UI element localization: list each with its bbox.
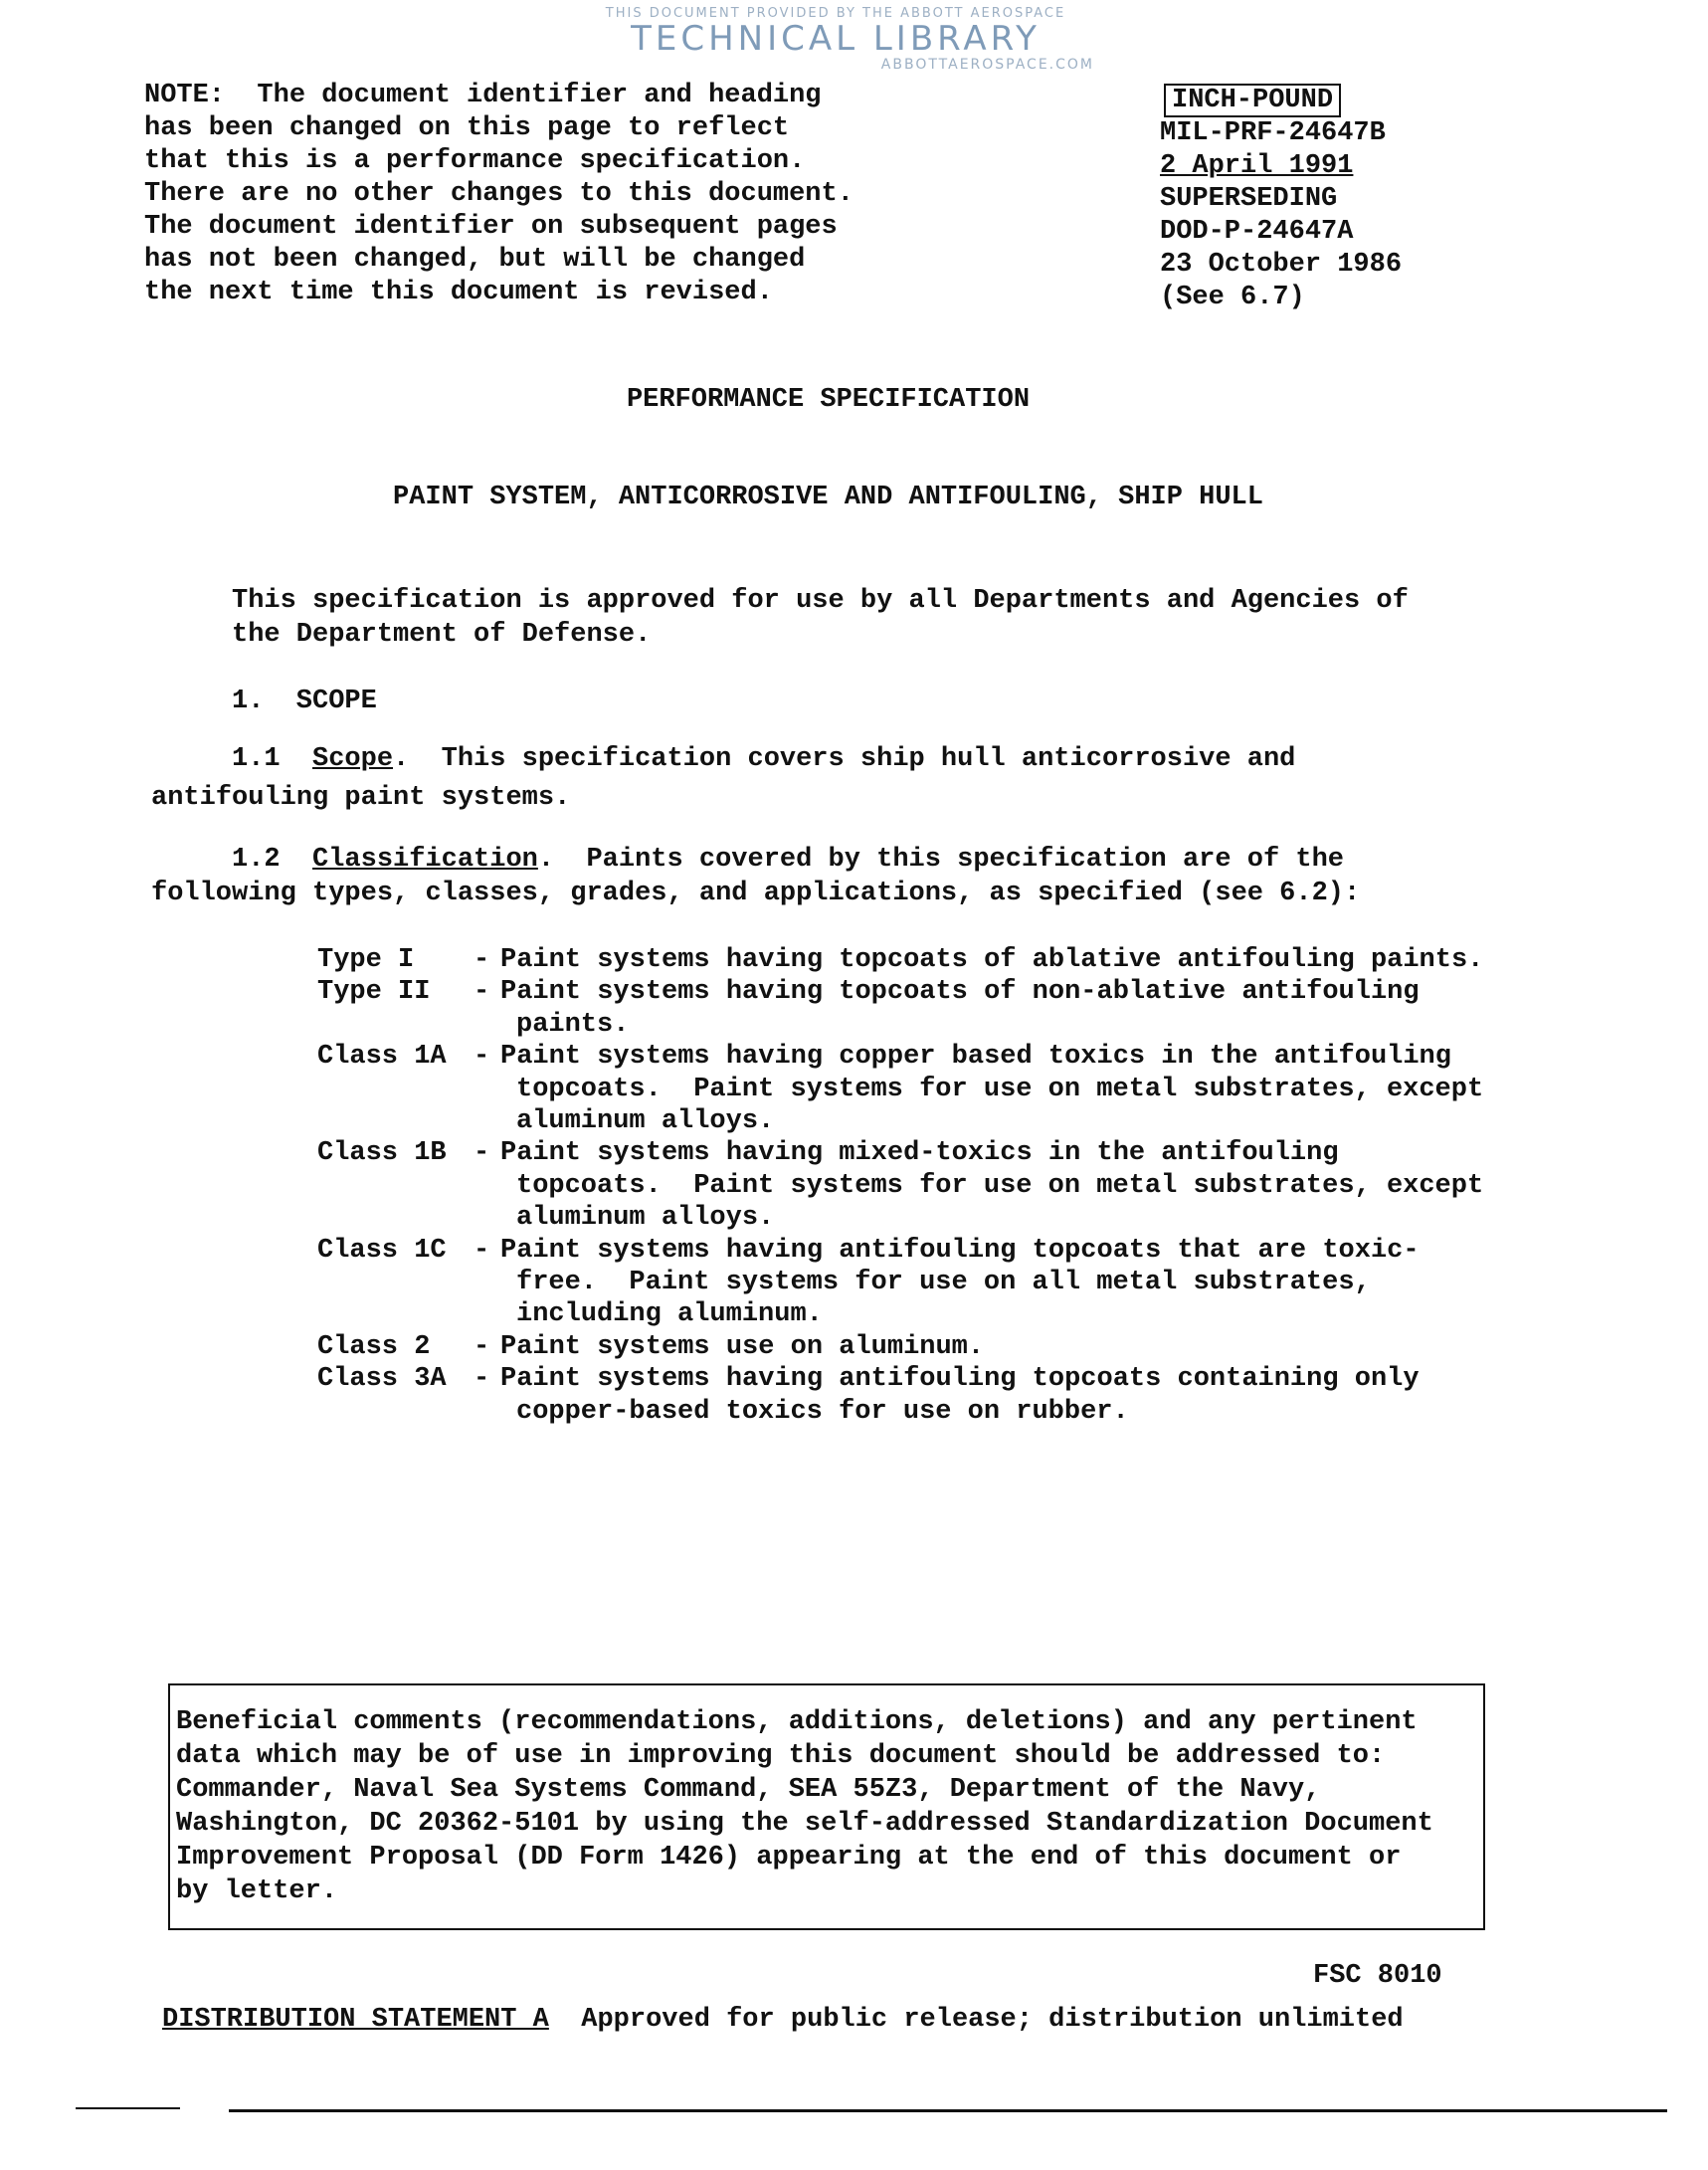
class-description: Paint systems having copper based toxics in the antifouling bbox=[500, 1042, 1451, 1073]
class-description: Paint systems having mixed-toxics in the antifouling bbox=[500, 1138, 1339, 1169]
class-description: copper-based toxics for use on rubber. bbox=[516, 1396, 1129, 1427]
approval-line-1: This specification is approved for use by all Departments and Agencies of bbox=[232, 586, 1409, 616]
class-description: topcoats. Paint systems for use on metal substrates, except bbox=[516, 1074, 1484, 1104]
superseding-label: SUPERSEDING bbox=[1160, 184, 1338, 214]
class-dash: - bbox=[474, 1042, 490, 1073]
class-dash: - bbox=[474, 945, 490, 975]
old-doc-date: 23 October 1986 bbox=[1160, 250, 1403, 280]
class-label: Class 2 bbox=[317, 1331, 431, 1362]
class-description: paints. bbox=[516, 1009, 630, 1040]
class-description: Paint systems having topcoats of ablative antifouling paints. bbox=[500, 945, 1484, 975]
comments-line: by letter. bbox=[176, 1876, 338, 1906]
watermark bbox=[557, 0, 1114, 80]
doc-title: PAINT SYSTEM, ANTICORROSIVE AND ANTIFOULING, SHIP HULL bbox=[393, 483, 1263, 512]
class-description: including aluminum. bbox=[516, 1299, 823, 1330]
approval-line-2: the Department of Defense. bbox=[232, 620, 652, 650]
para-number: 1.1 bbox=[232, 744, 281, 774]
section-heading: 1. SCOPE bbox=[232, 687, 377, 716]
para-1-1-cont: antifouling paint systems. bbox=[151, 783, 571, 813]
class-dash: - bbox=[474, 1235, 490, 1266]
fsc-code: FSC 8010 bbox=[1313, 1961, 1442, 1991]
comments-line: Commander, Naval Sea Systems Command, SEA 55Z3, Department of the Navy, bbox=[176, 1775, 1321, 1805]
para-heading: Classification bbox=[312, 845, 538, 875]
old-doc-id: DOD-P-24647A bbox=[1160, 217, 1354, 247]
class-description: free. Paint systems for use on all metal substrates, bbox=[516, 1268, 1371, 1297]
class-label: Class 1B bbox=[317, 1138, 447, 1169]
distribution-text: Approved for public release; distribution unlimited bbox=[581, 2005, 1404, 2035]
class-description: topcoats. Paint systems for use on metal substrates, except bbox=[516, 1170, 1484, 1201]
note-line: NOTE: The document identifier and heading bbox=[144, 81, 822, 110]
class-label: Class 1A bbox=[317, 1042, 447, 1073]
footer-rule-left bbox=[76, 2107, 180, 2109]
class-description: Paint systems having antifouling topcoats that are toxic- bbox=[500, 1235, 1420, 1266]
see-reference: (See 6.7) bbox=[1160, 283, 1305, 312]
class-description: aluminum alloys. bbox=[516, 1106, 775, 1136]
class-label: Class 1C bbox=[317, 1235, 447, 1266]
inch-pound-badge: INCH-POUND bbox=[1164, 84, 1341, 117]
distribution-label: DISTRIBUTION STATEMENT A bbox=[162, 2005, 549, 2035]
footer-rule bbox=[229, 2109, 1667, 2112]
note-line: has not been changed, but will be changed bbox=[144, 245, 806, 275]
spec-type: PERFORMANCE SPECIFICATION bbox=[626, 385, 1031, 415]
note-line: that this is a performance specification. bbox=[144, 146, 806, 176]
class-dash: - bbox=[474, 1364, 490, 1395]
class-description: Paint systems having topcoats of non-ablative antifouling bbox=[500, 977, 1420, 1008]
class-description: Paint systems use on aluminum. bbox=[500, 1331, 985, 1362]
class-description: aluminum alloys. bbox=[516, 1203, 775, 1234]
para-1-1 bbox=[232, 743, 1295, 775]
class-dash: - bbox=[474, 977, 490, 1008]
class-description: Paint systems having antifouling topcoats containing only bbox=[500, 1364, 1420, 1395]
class-label: Class 3A bbox=[317, 1364, 447, 1395]
para-number: 1.2 bbox=[232, 845, 281, 875]
class-label: Type II bbox=[317, 977, 431, 1008]
comments-line: Washington, DC 20362-5101 by using the self-addressed Standardization Document bbox=[176, 1809, 1433, 1839]
class-label: Type I bbox=[317, 945, 415, 975]
doc-id: MIL-PRF-24647B bbox=[1160, 118, 1386, 148]
note-line: has been changed on this page to reflect bbox=[144, 113, 790, 143]
doc-date: 2 April 1991 bbox=[1160, 151, 1354, 181]
para-1-2-cont: following types, classes, grades, and applications, as specified (see 6.2): bbox=[151, 879, 1361, 908]
comments-line: Improvement Proposal (DD Form 1426) appearing at the end of this document or bbox=[176, 1843, 1402, 1873]
watermark-line3: ABBOTTAEROSPACE.COM bbox=[880, 57, 1094, 73]
para-1-2 bbox=[232, 844, 1344, 876]
watermark-line2: TECHNICAL LIBRARY bbox=[631, 19, 1041, 59]
comments-line: data which may be of use in improving this document should be addressed to: bbox=[176, 1741, 1386, 1771]
class-dash: - bbox=[474, 1138, 490, 1169]
para-text: . This specification covers ship hull anticorrosive and bbox=[393, 744, 1296, 774]
note-line: There are no other changes to this document. bbox=[144, 179, 854, 209]
note-line: the next time this document is revised. bbox=[144, 278, 773, 307]
para-text: . Paints covered by this specification are of the bbox=[537, 845, 1344, 875]
note-line: The document identifier on subsequent pages bbox=[144, 212, 838, 242]
para-heading: Scope bbox=[312, 744, 394, 774]
class-dash: - bbox=[474, 1331, 490, 1362]
comments-line: Beneficial comments (recommendations, additions, deletions) and any pertinent bbox=[176, 1707, 1418, 1737]
watermark-line1: THIS DOCUMENT PROVIDED BY THE ABBOTT AEROSPACE bbox=[605, 6, 1066, 21]
